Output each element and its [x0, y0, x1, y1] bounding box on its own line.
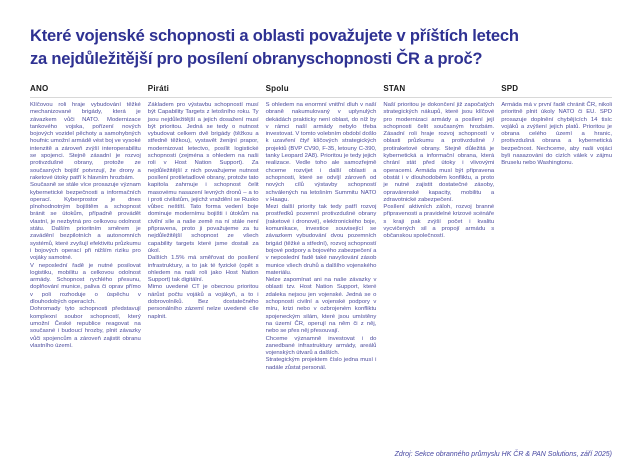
- party-column: [30, 84, 141, 372]
- party-name: Piráti: [147, 84, 170, 93]
- party-name: SPD: [501, 84, 519, 93]
- party-answer: [266, 102, 377, 372]
- party-column: [148, 84, 259, 372]
- answer-paragraph: Strategickým projektem číslo jedna musí i nadále zůstat personál.: [265, 357, 377, 371]
- party-answer: [501, 102, 612, 168]
- party-columns: [30, 84, 612, 372]
- answer-paragraph: Nelze zapomínat ani na naše závazky v oblasti tzv. Host Nation Support, které zdaleka nejsou jen vojenské. Jedná se o schopnosti civilní a vojenské podpory v míru, krizi nebo v ozbrojeném konfliktu spojeneckým silám, které jsou umístěny na území ČR, operují na něm či z něj, nebo se přes něj přesouvají.: [265, 277, 377, 335]
- party-answer: [148, 102, 259, 321]
- answer-paragraph: Základem pro výstavbu schopností musí být Capability Targets z letošního roku. Ty jsou nejdůležitější a jejich dosažení musí být prioritou. Jedná se tedy o nutnost vybudovat celkem dvě brigády (těžkou a středně těžkou), vystavět ženijní prapor, modernizovat letectvo, posílit logistické schopnosti (zejména s ohledem na naši roli v Host Nation Support). Za nejdůležitější z nich považujeme nutnost posílení protiletadlové obrany, protože tato kapitola zahrnuje i schopnost čelit masovému nasazení levných dronů – a to i proti civilistům, jejichž vraždění se Rusko vůbec neštítí. Tato forma vedení boje dominuje modernímu bojišti i útokům na civilní síle a naše země na ní stále není připravena, proto ji považujeme za tu nejdůležitější schopnost ze všech capability targets které jsme dostali za úkol.: [147, 102, 259, 254]
- party-answer: [30, 102, 141, 350]
- answer-paragraph: Klíčovou roli hraje vybudování těžké mechanizované brigády, která je závazkem vůči NATO. Modernizace tankového vojska, pořízení nových bojových vozidel pěchoty a samohybných houfnic umožní armádě vést boj ve vysoké intenzitě a zároveň zvýší interoperabilitu se spojenci. Stejně zásadní je rozvoj protivzdušné obrany, protože ze současných bojišť potvrzují, že drony a raketové útoky patří k hlavním hrozbám.: [30, 102, 141, 181]
- answer-paragraph: V neposlední řadě je nutné posilovat logistiku, mobilitu a celkovou odolnost armády. Schopnost rychlého přesunu, doplňování munice, paliva či oprav přímo v poli rozhoduje o úspěchu v dlouhodobých operacích.: [30, 262, 141, 306]
- answer-paragraph: Armáda má v první řadě chránit ČR, nikoli prioritně plnit úkoly NATO či EU. SPD prosazuje doplnění chybějících 14 tisíc vojáků a zvýšení jejich platů. Prioritou je obrana celého území a hranic, protivzdušná obrana a kybernetická bezpečnost. Nechceme, aby naši vojáci byli nasazováni do cizích válek v zájmu Bruselu nebo Washingtonu.: [501, 102, 612, 167]
- page-title-line1: Které vojenské schopnosti a oblasti považujete v příštích letech: [30, 27, 519, 45]
- answer-paragraph: Dohromady tyto schopnosti představují komplexní soubor schopností, který umožní České republice reagovat na současné i budoucí hrozby, plnit závazky vůči spojencům a zároveň zajistit obranu vlastního území.: [30, 306, 141, 349]
- answer-paragraph: Dalších 1.5% má směřovat do posílení infrastruktury, a to jak té fyzické (opět s ohledem na naši roli jako Host Nation Support) tak digitální.: [147, 255, 259, 284]
- source-note: Zdroj: Sekce obranného průmyslu HK ČR & PAN Solutions, září 2025): [394, 451, 612, 458]
- party-name: STAN: [383, 84, 406, 93]
- answer-paragraph: Posílení aktivních záloh, rozvoj branné připravenosti a pravidelné krizové scénáře s kraji pak zvýší počet i kvalitu vycvičených sil a propojí armádu s občanskou společností.: [383, 204, 495, 240]
- party-column: [501, 84, 612, 372]
- page-title-line2: za nejdůležitější pro posílení obranyschopnosti ČR a proč?: [30, 50, 483, 68]
- page-title: [30, 25, 519, 71]
- answer-paragraph: Chceme významně investovat i do zanedbané infrastruktury armády, areálů vojenských útvarů a dalších.: [265, 335, 377, 357]
- party-column: [266, 84, 377, 372]
- answer-paragraph: Současně se stále více prosazuje význam kybernetické bezpečnosti a informačních operací. Kyberprostor je dnes plnohodnotným bojištěm a schopnost bránit se útokům, případně provádět vlastní, je nezbytná pro celkovou odolnost státu. Dalším prioritním směrem je zavádění bezpilotních a autonomních systémů, které zvyšují efektivitu průzkumu i bojových operací při nižším riziku pro vojáky samotné.: [30, 182, 141, 262]
- answer-paragraph: S ohledem na enormní vnitřní dluh v naší obraně nakumulovaný v uplynulých dekádách prakticky není oblast, do níž by v rámci naší armády nebylo třeba investovat. V tomto volebním období došlo k uzavření čtyř klíčových strategických projektů (BVP CV90, F-35, letouny C-390, tanky Leopard 2A8). Prioritou je tedy jejich realizace. Vedle toho ale samozřejmě chceme rozvíjet i další oblasti a schopnosti, které se odvíjí zároveň od nových cílů výstavby schopností schválených na letošním Summitu NATO v Haagu.: [265, 102, 377, 203]
- party-answer: [383, 102, 494, 241]
- party-column: [383, 84, 494, 372]
- answer-paragraph: Mezi další priority tak tedy patří rozvoj prostředků pozemní protivzdušné obrany (raketové i dronové), elektronického boje, komunikace, investice související se závazkem vybudování dvou pozemních brigád (těžké a střední), rozvoj schopností bojové podpory a bojového zabezpečení a v neposlední řadě také navyšování zásob munice všech druhů a dalšího vojenského materiálu.: [265, 204, 377, 276]
- answer-paragraph: Naší prioritou je dokončení již započatých strategických nákupů, které jsou klíčové pro modernizaci armády a posílení její schopnosti čelit současným hrozbám. Zásadní roli hraje rozvoj schopností v oblasti průzkumu a protivzdušné / protiraketové obrany. Stejně důležitá je kybernetická a informační obrana, která chrání stát před útoky i vlivovými operacemi. Armáda musí být připravena obstát i v dlouhodobém konfliktu, a proto je nutné zajistit dostatečné zásoby, opravárenské kapacity, mobilitu a zdravotnické zabezpečení.: [383, 102, 495, 203]
- party-name: ANO: [30, 84, 49, 93]
- party-name: Spolu: [265, 84, 289, 93]
- answer-paragraph: Mimo uvedené CT je obecnou prioritou nárůst počtu vojáků a vojákyň, a to i dobrovolníků. Bez dostatečného personálního zázemí nelze uvedené cíle naplnit.: [147, 284, 259, 320]
